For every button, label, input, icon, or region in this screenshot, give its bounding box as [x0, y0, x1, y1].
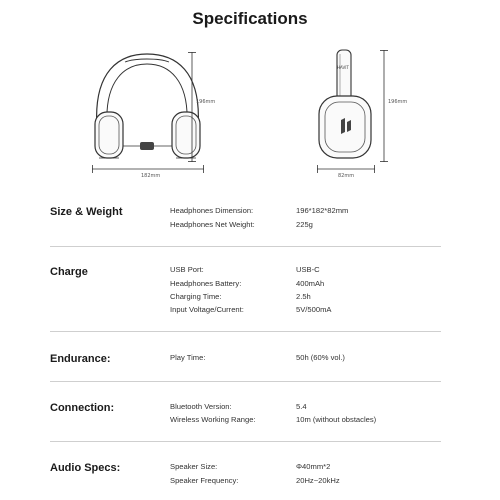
front-height-dimension-line	[188, 52, 196, 162]
section-divider	[50, 331, 441, 332]
front-width-label: 182mm	[141, 173, 161, 179]
side-brand-mark: HAVIT	[337, 65, 349, 70]
spec-label: Speaker Size:	[170, 462, 218, 471]
section-title: Endurance:	[50, 353, 111, 365]
spec-label: Input Voltage/Current:	[170, 305, 244, 314]
spec-value: 50h (60% vol.)	[296, 353, 345, 362]
spec-label: Headphones Net Weight:	[170, 220, 255, 229]
spec-value: 5V/500mA	[296, 305, 332, 314]
spec-row	[0, 206, 500, 218]
section-divider	[50, 246, 441, 247]
section-title: Size & Weight	[50, 206, 123, 218]
section-title: Audio Specs:	[50, 462, 121, 474]
spec-value: Φ40mm*2	[296, 462, 331, 471]
spec-value: 400mAh	[296, 279, 325, 288]
front-height-label: 196mm	[196, 99, 216, 105]
front-width-dimension-line	[92, 165, 204, 173]
section-title: Connection:	[50, 402, 115, 414]
spec-value: USB-C	[296, 265, 320, 274]
spec-row	[0, 305, 500, 317]
spec-row	[0, 402, 500, 414]
spec-label: Charging Time:	[170, 292, 222, 301]
side-height-dimension-line	[380, 50, 388, 162]
spec-row	[0, 279, 500, 291]
spec-label: Play Time:	[170, 353, 206, 362]
spec-row	[0, 353, 500, 365]
spec-row	[0, 292, 500, 304]
spec-label: Bluetooth Version:	[170, 402, 232, 411]
section-title: Charge	[50, 266, 88, 278]
spec-label: Headphones Battery:	[170, 279, 242, 288]
spec-row	[0, 265, 500, 277]
side-width-dimension-line	[317, 165, 375, 173]
spec-value: 225g	[296, 220, 313, 229]
page-title: Specifications	[192, 9, 308, 28]
spec-row	[0, 462, 500, 474]
spec-value: 2.5h	[296, 292, 311, 301]
spec-label: Headphones Dimension:	[170, 206, 254, 215]
section-divider	[50, 381, 441, 382]
section-divider	[50, 441, 441, 442]
side-height-label: 196mm	[388, 99, 408, 105]
spec-label: Wireless Working Range:	[170, 415, 256, 424]
spec-value: 196*182*82mm	[296, 206, 349, 215]
spec-label: Speaker Frequency:	[170, 476, 239, 485]
side-width-label: 82mm	[338, 173, 355, 179]
spec-label: USB Port:	[170, 265, 204, 274]
spec-value: 10m (without obstacles)	[296, 415, 377, 424]
spec-value: 20Hz~20kHz	[296, 476, 340, 485]
spec-value: 5.4	[296, 402, 307, 411]
spec-row	[0, 415, 500, 427]
spec-row	[0, 220, 500, 232]
spec-row	[0, 476, 500, 488]
